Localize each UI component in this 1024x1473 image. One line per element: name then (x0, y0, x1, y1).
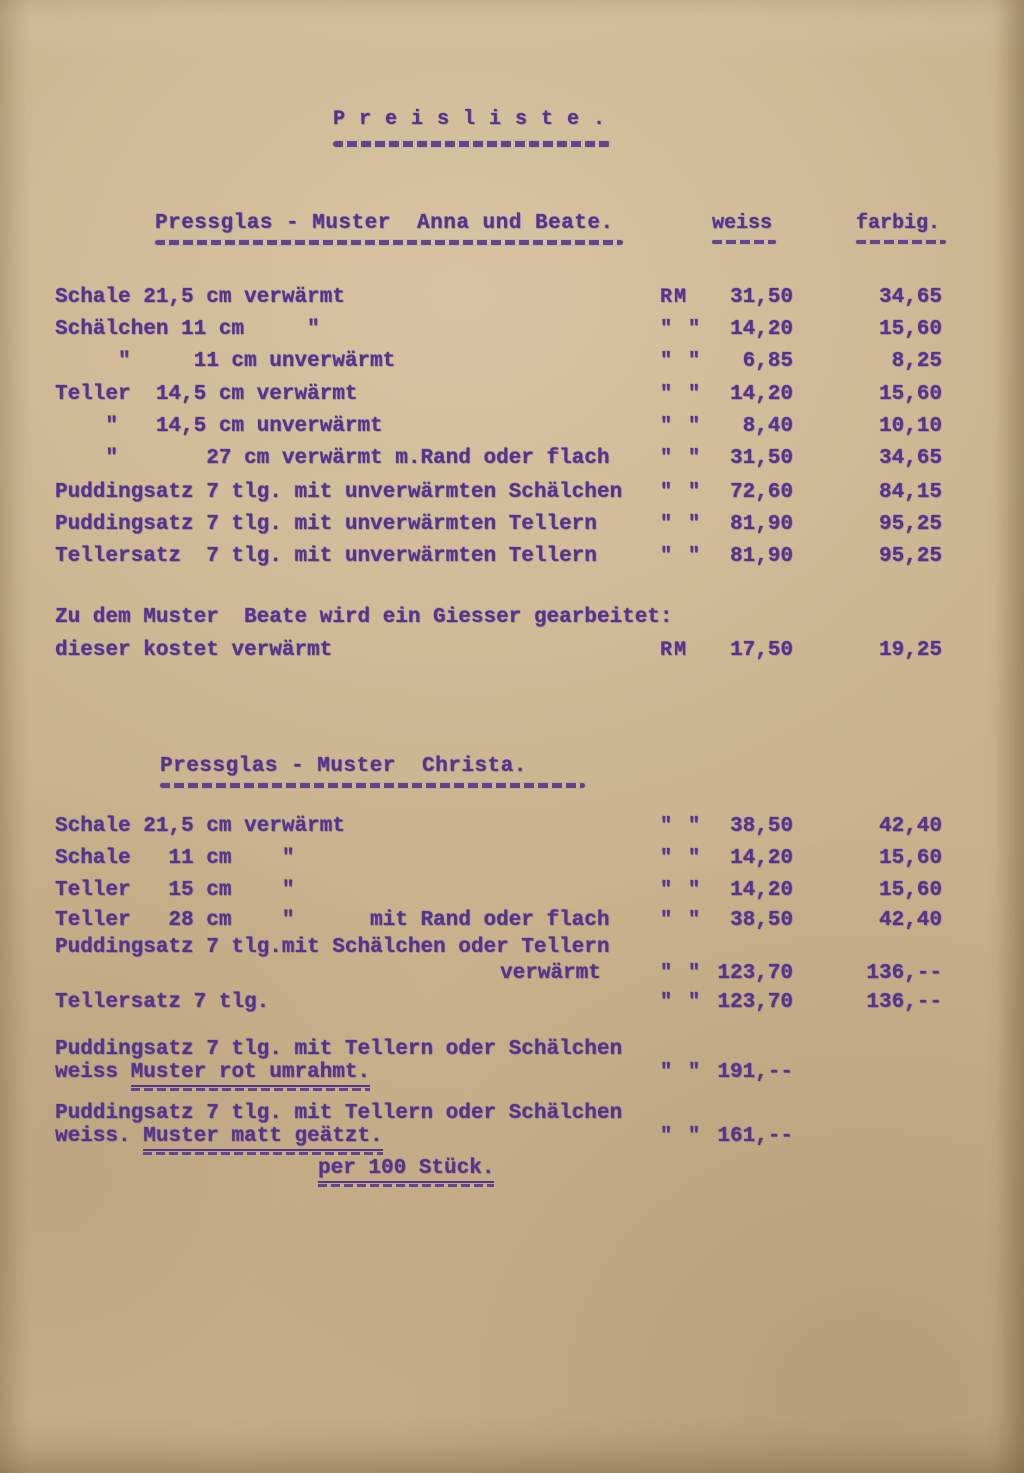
column-header-weiss: weiss (712, 212, 773, 235)
item-label: dieser kostet verwärmt (55, 639, 333, 662)
price-weiss: 38,50 (729, 815, 793, 838)
weiss-underline (712, 240, 776, 244)
price-row (0, 639, 1024, 669)
page-title: P r e i s l i s t e . (333, 108, 607, 131)
price-weiss: 14,20 (729, 879, 793, 902)
currency-unit: " " (660, 350, 703, 373)
currency-unit: RM (660, 639, 689, 662)
price-weiss: 191,-- (717, 1061, 793, 1084)
item-label: Schale 21,5 cm verwärmt (55, 286, 345, 309)
currency-unit: " " (660, 815, 703, 838)
item-label: " 14,5 cm unverwärmt (55, 415, 383, 438)
price-weiss: 38,50 (729, 909, 793, 932)
price-weiss: 14,20 (729, 847, 793, 870)
section2-heading: Pressglas - Muster Christa. (160, 755, 527, 778)
price-weiss: 161,-- (717, 1125, 793, 1148)
price-row-line2 (0, 1125, 1024, 1155)
label-underlined: Muster rot umrahmt. (131, 1061, 370, 1087)
item-label-continued (55, 1061, 370, 1087)
item-label: Teller 28 cm " mit Rand oder flach (55, 909, 610, 932)
price-row (0, 447, 1024, 477)
item-label-continued: verwärmt (500, 962, 601, 985)
item-label-continued (55, 1125, 383, 1151)
currency-unit: " " (660, 1061, 703, 1084)
price-farbig: 15,60 (878, 383, 942, 406)
currency-unit: " " (660, 847, 703, 870)
price-farbig: 95,25 (878, 513, 942, 536)
currency-unit: RM (660, 286, 689, 309)
currency-unit: " " (660, 909, 703, 932)
footer-underlined-text: per 100 Stück. (318, 1157, 494, 1183)
column-header-farbig: farbig. (856, 212, 941, 235)
price-row (0, 318, 1024, 348)
price-row (0, 513, 1024, 543)
price-weiss: 81,90 (729, 513, 793, 536)
price-weiss: 81,90 (729, 545, 793, 568)
price-weiss: 72,60 (729, 481, 793, 504)
price-row (0, 481, 1024, 511)
item-label: Schale 21,5 cm verwärmt (55, 815, 345, 838)
price-row (0, 415, 1024, 445)
price-farbig: 15,60 (878, 318, 942, 341)
section1-heading: Pressglas - Muster Anna und Beate. (155, 212, 614, 235)
giesser-note: Zu dem Muster Beate wird ein Giesser gearbeitet: (55, 606, 673, 629)
label-prefix: weiss (55, 1061, 131, 1084)
section2-heading-underline (160, 783, 585, 788)
currency-unit: " " (660, 962, 703, 985)
price-farbig: 19,25 (878, 639, 942, 662)
price-weiss: 8,40 (742, 415, 793, 438)
price-row (0, 350, 1024, 380)
item-label: Schälchen 11 cm " (55, 318, 320, 341)
price-row (0, 545, 1024, 575)
currency-unit: " " (660, 318, 703, 341)
price-weiss: 123,70 (717, 962, 793, 985)
price-farbig: 136,-- (866, 991, 942, 1014)
price-row (0, 286, 1024, 316)
currency-unit: " " (660, 1125, 703, 1148)
item-label: Schale 11 cm " (55, 847, 295, 870)
price-weiss: 31,50 (729, 286, 793, 309)
currency-unit: " " (660, 383, 703, 406)
price-farbig: 136,-- (866, 962, 942, 985)
currency-unit: " " (660, 447, 703, 470)
price-weiss: 123,70 (717, 991, 793, 1014)
item-label: " 27 cm verwärmt m.Rand oder flach (55, 447, 610, 470)
price-weiss: 6,85 (742, 350, 793, 373)
price-farbig: 15,60 (878, 847, 942, 870)
currency-unit: " " (660, 991, 703, 1014)
currency-unit: " " (660, 545, 703, 568)
price-row (0, 815, 1024, 845)
label-prefix: weiss. (55, 1125, 144, 1148)
section1-heading-underline (155, 240, 623, 245)
price-row-line2 (0, 962, 1024, 992)
price-farbig: 8,25 (891, 350, 942, 373)
item-label: Teller 15 cm " (55, 879, 295, 902)
currency-unit: " " (660, 513, 703, 536)
price-farbig: 34,65 (878, 286, 942, 309)
price-farbig: 10,10 (878, 415, 942, 438)
price-row (0, 383, 1024, 413)
price-weiss: 17,50 (729, 639, 793, 662)
item-label: Tellersatz 7 tlg. (55, 991, 270, 1014)
price-farbig: 95,25 (878, 545, 942, 568)
price-weiss: 14,20 (729, 318, 793, 341)
price-farbig: 84,15 (878, 481, 942, 504)
farbig-underline (856, 240, 946, 244)
currency-unit: " " (660, 879, 703, 902)
item-label: " 11 cm unverwärmt (55, 350, 396, 373)
currency-unit: " " (660, 481, 703, 504)
currency-unit: " " (660, 415, 703, 438)
item-label: Tellersatz 7 tlg. mit unverwärmten Tellern (55, 545, 597, 568)
item-label: Teller 14,5 cm verwärmt (55, 383, 358, 406)
price-row-line2 (0, 1061, 1024, 1091)
label-underlined: Muster matt geätzt. (143, 1125, 382, 1151)
item-label: Puddingsatz 7 tlg. mit unverwärmten Schälchen (55, 481, 623, 504)
price-row (0, 847, 1024, 877)
item-label: Puddingsatz 7 tlg.mit Schälchen oder Tellern (55, 936, 610, 959)
price-farbig: 34,65 (878, 447, 942, 470)
price-farbig: 42,40 (878, 909, 942, 932)
price-weiss: 14,20 (729, 383, 793, 406)
price-farbig: 42,40 (878, 815, 942, 838)
price-row (0, 879, 1024, 909)
price-weiss: 31,50 (729, 447, 793, 470)
footer-note (318, 1157, 494, 1183)
price-row (0, 909, 1024, 939)
title-underline (333, 141, 610, 147)
item-label: Puddingsatz 7 tlg. mit unverwärmten Tellern (55, 513, 597, 536)
price-row (0, 991, 1024, 1021)
item-label: Puddingsatz 7 tlg. mit Tellern oder Schälchen (55, 1102, 623, 1125)
price-farbig: 15,60 (878, 879, 942, 902)
item-label: Puddingsatz 7 tlg. mit Tellern oder Schälchen (55, 1038, 623, 1061)
